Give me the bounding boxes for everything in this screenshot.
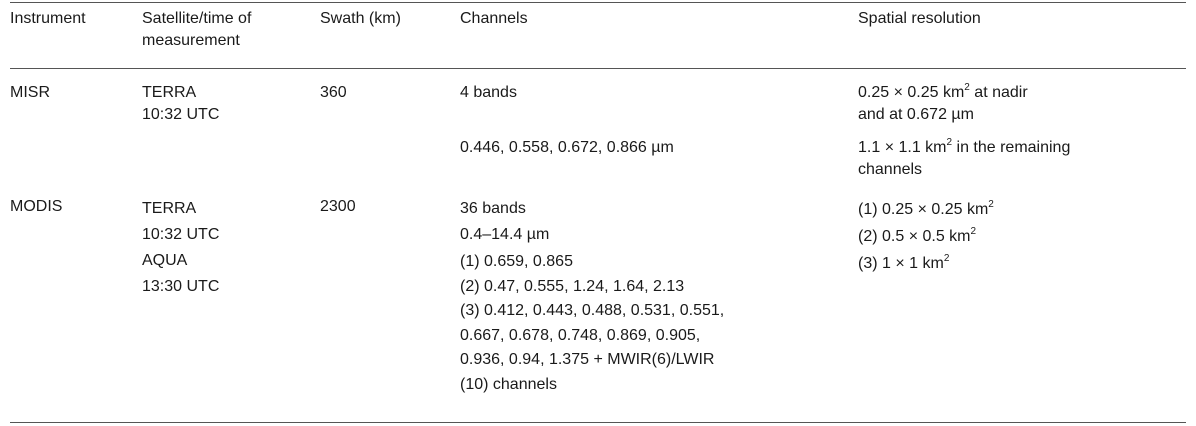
modis-channels: [460, 196, 549, 248]
modis-sat2: AQUA: [142, 252, 188, 269]
misr-res-line4: channels: [858, 161, 923, 178]
modis-res1-text: (1) 0.25 × 0.25 km: [858, 201, 989, 218]
modis-ch-line4: 0.667, 0.678, 0.748, 0.869, 0.905,: [460, 326, 701, 344]
modis-ch-line2: (2) 0.47, 0.555, 1.24, 1.64, 2.13: [460, 277, 685, 295]
misr-res-line1-text: 0.25 × 0.25 km: [858, 84, 965, 101]
modis-res1: [858, 196, 994, 223]
misr-satellite: [142, 82, 219, 126]
misr-res-line1: [858, 82, 1028, 104]
modis-ch-line1: (1) 0.659, 0.865: [460, 253, 573, 270]
header-satellite-line2: measurement: [142, 32, 240, 49]
modis-time2: 13:30 UTC: [142, 278, 220, 295]
misr-swath: 360: [320, 84, 347, 101]
misr-res-line3-exp: 2: [946, 137, 953, 148]
header-satellite-line1: Satellite/time of: [142, 10, 252, 27]
header-rule: [10, 68, 1186, 69]
modis-ch-line3: (3) 0.412, 0.443, 0.488, 0.531, 0.551,: [460, 302, 725, 319]
header-resolution: Spatial resolution: [858, 10, 981, 27]
modis-ch-line6: (10) channels: [460, 375, 557, 393]
misr-resolution: [858, 82, 1028, 126]
table-bottom-rule: [10, 422, 1186, 423]
modis-sat1: TERRA: [142, 200, 197, 217]
misr-channels-count: 4 bands: [460, 84, 517, 101]
header-instrument: Instrument: [10, 10, 86, 27]
modis-swath: 2300: [320, 198, 356, 215]
modis-ch-line5: 0.936, 0.94, 1.375 + MWIR(6)/LWIR: [460, 351, 715, 368]
modis-channels-range: 0.4–14.4 µm: [460, 226, 550, 243]
modis-satellite: [142, 196, 219, 300]
modis-res2: [858, 223, 994, 250]
header-channels: Channels: [460, 10, 528, 27]
modis-channel-groups: [460, 250, 724, 397]
modis-channels-count: 36 bands: [460, 200, 526, 217]
modis-time1: 10:32 UTC: [142, 226, 220, 243]
misr-res-line3: [858, 137, 1070, 159]
misr-time: 10:32 UTC: [142, 106, 220, 123]
misr-resolution-remaining: [858, 137, 1070, 181]
modis-res3-text: (3) 1 × 1 km: [858, 255, 944, 272]
misr-res-line1-exp: 2: [964, 82, 970, 93]
modis-res2-exp: 2: [970, 226, 977, 237]
modis-res3: [858, 250, 994, 277]
misr-instrument: MISR: [10, 84, 50, 101]
modis-res3-exp: 2: [943, 253, 950, 264]
modis-res2-text: (2) 0.5 × 0.5 km: [858, 228, 971, 245]
misr-res-line3-text: 1.1 × 1.1 km: [858, 139, 947, 156]
misr-satellite-name: TERRA: [142, 84, 197, 101]
header-swath: Swath (km): [320, 10, 401, 27]
misr-res-line1-tail: at nadir: [969, 84, 1028, 101]
misr-channels-list: 0.446, 0.558, 0.672, 0.866 µm: [460, 139, 674, 156]
misr-res-line3-tail: in the remaining: [952, 139, 1071, 156]
modis-res1-exp: 2: [988, 199, 994, 210]
misr-res-line2: and at 0.672 µm: [858, 106, 974, 123]
modis-instrument: MODIS: [10, 198, 63, 215]
modis-resolution: [858, 196, 994, 277]
header-satellite: [142, 8, 251, 52]
table-top-rule: [10, 2, 1186, 3]
